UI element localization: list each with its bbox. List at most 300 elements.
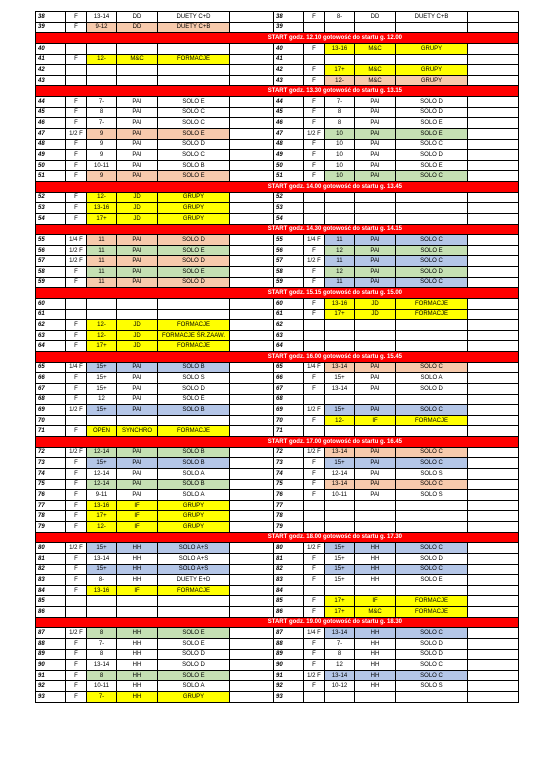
left-category-cell: HH: [117, 670, 158, 681]
right-program-cell: SOLO D: [396, 383, 468, 394]
table-row: [36, 320, 519, 331]
table-row: [36, 373, 519, 384]
left-empty-cell: [230, 245, 274, 256]
right-program-cell: SOLO D: [396, 553, 468, 564]
left-program-cell: SOLO E: [158, 97, 230, 108]
table-row: [36, 97, 519, 108]
left-number-cell: 93: [36, 692, 66, 703]
table-row: [36, 362, 519, 373]
left-group-cell: F: [66, 553, 87, 564]
left-program-cell: SOLO B: [158, 160, 230, 171]
right-empty-cell: [468, 12, 519, 23]
left-group-cell: 1/2 F: [66, 405, 87, 416]
right-group-cell: F: [304, 107, 325, 118]
right-group-cell: 1/2 F: [304, 447, 325, 458]
right-number-cell: 59: [274, 277, 304, 288]
table-row: [36, 511, 519, 522]
left-group-cell: F: [66, 575, 87, 586]
right-category-cell: PAI: [355, 277, 396, 288]
table-row: [36, 12, 519, 23]
right-group-cell: F: [304, 160, 325, 171]
right-category-cell: PAI: [355, 256, 396, 267]
right-category-cell: HH: [355, 649, 396, 660]
left-category-cell: PAI: [117, 128, 158, 139]
left-number-cell: 78: [36, 511, 66, 522]
right-number-cell: 77: [274, 500, 304, 511]
right-number-cell: 62: [274, 320, 304, 331]
right-group-cell: F: [304, 245, 325, 256]
right-group-cell: [304, 500, 325, 511]
right-group-cell: [304, 320, 325, 331]
right-number-cell: 82: [274, 564, 304, 575]
left-empty-cell: [230, 479, 274, 490]
right-number-cell: 38: [274, 12, 304, 23]
right-number-cell: 57: [274, 256, 304, 267]
left-empty-cell: [230, 500, 274, 511]
start-time-banner: [36, 33, 519, 44]
left-category-cell: HH: [117, 681, 158, 692]
left-number-cell: 88: [36, 638, 66, 649]
right-category-cell: PAI: [355, 139, 396, 150]
left-number-cell: 86: [36, 607, 66, 618]
right-category-cell: [355, 522, 396, 533]
left-number-cell: 80: [36, 543, 66, 554]
left-number-cell: 58: [36, 267, 66, 278]
left-number-cell: 45: [36, 107, 66, 118]
right-number-cell: 73: [274, 458, 304, 469]
left-program-cell: DUETY E+D: [158, 575, 230, 586]
right-category-cell: PAI: [355, 479, 396, 490]
left-number-cell: 46: [36, 118, 66, 129]
left-age-cell: 11: [87, 245, 117, 256]
right-program-cell: GRUPY: [396, 75, 468, 86]
left-age-cell: 11: [87, 235, 117, 246]
left-group-cell: F: [66, 97, 87, 108]
right-number-cell: 42: [274, 65, 304, 76]
left-program-cell: SOLO E: [158, 171, 230, 182]
left-group-cell: F: [66, 22, 87, 33]
left-program-cell: SOLO E: [158, 394, 230, 405]
right-program-cell: FORMACJE: [396, 596, 468, 607]
right-empty-cell: [468, 490, 519, 501]
left-program-cell: SOLO E: [158, 628, 230, 639]
right-empty-cell: [468, 670, 519, 681]
right-empty-cell: [468, 213, 519, 224]
left-empty-cell: [230, 362, 274, 373]
right-category-cell: PAI: [355, 490, 396, 501]
left-program-cell: [158, 298, 230, 309]
start-time-banner: [36, 617, 519, 628]
right-empty-cell: [468, 150, 519, 161]
right-age-cell: [325, 203, 355, 214]
left-group-cell: F: [66, 522, 87, 533]
table-row: [36, 681, 519, 692]
table-row: [36, 267, 519, 278]
right-age-cell: 17+: [325, 607, 355, 618]
right-category-cell: [355, 54, 396, 65]
left-empty-cell: [230, 22, 274, 33]
right-program-cell: SOLO C: [396, 458, 468, 469]
right-number-cell: 53: [274, 203, 304, 214]
right-group-cell: F: [304, 277, 325, 288]
left-group-cell: F: [66, 660, 87, 671]
right-empty-cell: [468, 511, 519, 522]
right-category-cell: JD: [355, 309, 396, 320]
right-age-cell: 13-14: [325, 447, 355, 458]
right-number-cell: 45: [274, 107, 304, 118]
right-number-cell: 64: [274, 341, 304, 352]
right-age-cell: 10: [325, 139, 355, 150]
left-category-cell: HH: [117, 660, 158, 671]
right-program-cell: SOLO C: [396, 564, 468, 575]
left-category-cell: PAI: [117, 394, 158, 405]
right-empty-cell: [468, 256, 519, 267]
right-empty-cell: [468, 54, 519, 65]
right-number-cell: 54: [274, 213, 304, 224]
left-category-cell: PAI: [117, 171, 158, 182]
right-age-cell: 11: [325, 256, 355, 267]
right-empty-cell: [468, 267, 519, 278]
right-group-cell: 1/2 F: [304, 543, 325, 554]
left-program-cell: SOLO A: [158, 490, 230, 501]
right-age-cell: 15+: [325, 458, 355, 469]
right-category-cell: [355, 203, 396, 214]
left-group-cell: [66, 607, 87, 618]
left-program-cell: GRUPY: [158, 500, 230, 511]
right-group-cell: 1/2 F: [304, 670, 325, 681]
left-empty-cell: [230, 394, 274, 405]
right-category-cell: PAI: [355, 160, 396, 171]
right-empty-cell: [468, 575, 519, 586]
right-group-cell: [304, 22, 325, 33]
start-time-banner: [36, 182, 519, 193]
left-program-cell: SOLO A+S: [158, 543, 230, 554]
right-age-cell: [325, 330, 355, 341]
right-number-cell: 41: [274, 54, 304, 65]
right-empty-cell: [468, 479, 519, 490]
right-program-cell: [396, 213, 468, 224]
right-group-cell: F: [304, 415, 325, 426]
right-program-cell: [396, 692, 468, 703]
left-age-cell: 12-14: [87, 447, 117, 458]
left-program-cell: SOLO C: [158, 150, 230, 161]
right-group-cell: F: [304, 118, 325, 129]
left-age-cell: 12-: [87, 54, 117, 65]
right-age-cell: [325, 500, 355, 511]
right-category-cell: [355, 213, 396, 224]
left-program-cell: [158, 75, 230, 86]
left-age-cell: OPEN: [87, 426, 117, 437]
right-age-cell: 13-14: [325, 479, 355, 490]
left-number-cell: 81: [36, 553, 66, 564]
right-empty-cell: [468, 447, 519, 458]
left-empty-cell: [230, 128, 274, 139]
left-category-cell: PAI: [117, 458, 158, 469]
right-group-cell: [304, 213, 325, 224]
right-program-cell: SOLO C: [396, 362, 468, 373]
right-number-cell: 48: [274, 139, 304, 150]
right-number-cell: 69: [274, 405, 304, 416]
right-program-cell: [396, 522, 468, 533]
right-number-cell: 49: [274, 150, 304, 161]
left-program-cell: SOLO S: [158, 373, 230, 384]
left-age-cell: 7-: [87, 692, 117, 703]
right-empty-cell: [468, 638, 519, 649]
table-row: [36, 383, 519, 394]
right-empty-cell: [468, 607, 519, 618]
left-program-cell: SOLO D: [158, 649, 230, 660]
table-row: [36, 171, 519, 182]
right-program-cell: SOLO S: [396, 490, 468, 501]
right-empty-cell: [468, 585, 519, 596]
left-number-cell: 49: [36, 150, 66, 161]
left-age-cell: 13-16: [87, 500, 117, 511]
left-empty-cell: [230, 649, 274, 660]
left-category-cell: JD: [117, 330, 158, 341]
right-age-cell: 13-16: [325, 298, 355, 309]
left-number-cell: 52: [36, 192, 66, 203]
left-category-cell: PAI: [117, 235, 158, 246]
right-program-cell: SOLO D: [396, 107, 468, 118]
left-group-cell: 1/2 F: [66, 628, 87, 639]
right-program-cell: SOLO E: [396, 128, 468, 139]
left-age-cell: 12: [87, 394, 117, 405]
left-group-cell: F: [66, 511, 87, 522]
left-empty-cell: [230, 107, 274, 118]
right-age-cell: 17+: [325, 309, 355, 320]
left-program-cell: SOLO B: [158, 362, 230, 373]
right-group-cell: 1/2 F: [304, 405, 325, 416]
left-category-cell: IF: [117, 511, 158, 522]
left-empty-cell: [230, 447, 274, 458]
right-group-cell: F: [304, 553, 325, 564]
left-group-cell: F: [66, 107, 87, 118]
left-category-cell: PAI: [117, 383, 158, 394]
right-age-cell: [325, 54, 355, 65]
left-group-cell: F: [66, 394, 87, 405]
right-group-cell: F: [304, 373, 325, 384]
left-empty-cell: [230, 522, 274, 533]
left-program-cell: [158, 309, 230, 320]
left-age-cell: 9: [87, 139, 117, 150]
left-empty-cell: [230, 596, 274, 607]
right-number-cell: 65: [274, 362, 304, 373]
right-number-cell: 88: [274, 638, 304, 649]
table-row: [36, 585, 519, 596]
right-empty-cell: [468, 596, 519, 607]
right-age-cell: 15+: [325, 543, 355, 554]
left-group-cell: F: [66, 192, 87, 203]
right-age-cell: 10: [325, 128, 355, 139]
table-row: [36, 522, 519, 533]
table-row: [36, 405, 519, 416]
left-age-cell: 17+: [87, 511, 117, 522]
banner-text: START godz. 19.00 gotowość do startu g. 18.30: [36, 617, 519, 628]
right-number-cell: 91: [274, 670, 304, 681]
left-group-cell: F: [66, 681, 87, 692]
right-category-cell: DD: [355, 12, 396, 23]
right-program-cell: GRUPY: [396, 65, 468, 76]
left-number-cell: 89: [36, 649, 66, 660]
left-empty-cell: [230, 426, 274, 437]
table-row: [36, 54, 519, 65]
right-category-cell: HH: [355, 575, 396, 586]
right-number-cell: 90: [274, 660, 304, 671]
left-empty-cell: [230, 150, 274, 161]
left-category-cell: IF: [117, 585, 158, 596]
right-empty-cell: [468, 235, 519, 246]
table-row: [36, 628, 519, 639]
right-group-cell: [304, 511, 325, 522]
right-group-cell: [304, 192, 325, 203]
left-program-cell: SOLO D: [158, 277, 230, 288]
left-category-cell: PAI: [117, 139, 158, 150]
left-category-cell: PAI: [117, 160, 158, 171]
right-group-cell: F: [304, 490, 325, 501]
right-number-cell: 92: [274, 681, 304, 692]
right-category-cell: [355, 692, 396, 703]
left-group-cell: F: [66, 139, 87, 150]
table-row: [36, 553, 519, 564]
left-empty-cell: [230, 607, 274, 618]
right-age-cell: [325, 394, 355, 405]
right-age-cell: 10: [325, 160, 355, 171]
table-row: [36, 692, 519, 703]
right-number-cell: 66: [274, 373, 304, 384]
right-age-cell: 15+: [325, 405, 355, 416]
right-age-cell: 12: [325, 267, 355, 278]
right-program-cell: SOLO D: [396, 267, 468, 278]
banner-text: START godz. 14.00 gotowość do startu g. 13.45: [36, 182, 519, 193]
table-row: [36, 649, 519, 660]
right-number-cell: 55: [274, 235, 304, 246]
left-age-cell: 13-14: [87, 553, 117, 564]
right-category-cell: PAI: [355, 383, 396, 394]
left-empty-cell: [230, 298, 274, 309]
right-age-cell: 15+: [325, 575, 355, 586]
right-empty-cell: [468, 160, 519, 171]
right-age-cell: [325, 341, 355, 352]
table-row: [36, 256, 519, 267]
right-age-cell: 13-14: [325, 362, 355, 373]
right-group-cell: F: [304, 458, 325, 469]
right-program-cell: FORMACJE: [396, 309, 468, 320]
left-number-cell: 70: [36, 415, 66, 426]
right-empty-cell: [468, 649, 519, 660]
left-number-cell: 62: [36, 320, 66, 331]
right-number-cell: 68: [274, 394, 304, 405]
right-group-cell: F: [304, 564, 325, 575]
left-program-cell: SOLO D: [158, 139, 230, 150]
left-empty-cell: [230, 309, 274, 320]
banner-text: START godz. 14.30 gotowość do startu g. 14.15: [36, 224, 519, 235]
left-number-cell: 56: [36, 245, 66, 256]
right-category-cell: [355, 394, 396, 405]
left-number-cell: 67: [36, 383, 66, 394]
table-row: [36, 65, 519, 76]
table-row: [36, 490, 519, 501]
right-empty-cell: [468, 22, 519, 33]
right-age-cell: 8: [325, 118, 355, 129]
right-group-cell: [304, 203, 325, 214]
table-row: [36, 670, 519, 681]
banner-text: START godz. 13.30 gotowość do startu g. 13.15: [36, 86, 519, 97]
left-age-cell: 8: [87, 649, 117, 660]
right-age-cell: 12-14: [325, 468, 355, 479]
table-row: [36, 128, 519, 139]
left-age-cell: 15+: [87, 458, 117, 469]
left-number-cell: 92: [36, 681, 66, 692]
left-empty-cell: [230, 511, 274, 522]
right-program-cell: SOLO C: [396, 660, 468, 671]
right-empty-cell: [468, 245, 519, 256]
right-category-cell: PAI: [355, 245, 396, 256]
right-program-cell: [396, 511, 468, 522]
table-row: [36, 245, 519, 256]
left-age-cell: 9: [87, 128, 117, 139]
right-empty-cell: [468, 681, 519, 692]
left-category-cell: [117, 65, 158, 76]
right-group-cell: F: [304, 607, 325, 618]
left-category-cell: HH: [117, 628, 158, 639]
left-program-cell: GRUPY: [158, 192, 230, 203]
table-row: [36, 447, 519, 458]
left-category-cell: SYNCHRO: [117, 426, 158, 437]
right-age-cell: 10-12: [325, 681, 355, 692]
left-program-cell: SOLO E: [158, 670, 230, 681]
right-number-cell: 93: [274, 692, 304, 703]
left-age-cell: 17+: [87, 213, 117, 224]
right-group-cell: 1/4 F: [304, 362, 325, 373]
table-row: [36, 118, 519, 129]
right-number-cell: 71: [274, 426, 304, 437]
left-program-cell: GRUPY: [158, 203, 230, 214]
right-category-cell: PAI: [355, 128, 396, 139]
right-age-cell: 15+: [325, 373, 355, 384]
left-number-cell: 69: [36, 405, 66, 416]
right-program-cell: [396, 203, 468, 214]
left-program-cell: SOLO A: [158, 468, 230, 479]
right-group-cell: F: [304, 596, 325, 607]
left-category-cell: HH: [117, 564, 158, 575]
table-row: [36, 341, 519, 352]
left-category-cell: PAI: [117, 107, 158, 118]
table-row: [36, 22, 519, 33]
left-empty-cell: [230, 638, 274, 649]
right-program-cell: SOLO C: [396, 171, 468, 182]
right-program-cell: SOLO C: [396, 235, 468, 246]
right-category-cell: PAI: [355, 468, 396, 479]
right-group-cell: [304, 522, 325, 533]
left-age-cell: 12-: [87, 192, 117, 203]
right-category-cell: M&C: [355, 65, 396, 76]
left-group-cell: F: [66, 277, 87, 288]
right-category-cell: [355, 511, 396, 522]
right-age-cell: 10: [325, 150, 355, 161]
right-empty-cell: [468, 107, 519, 118]
left-number-cell: 55: [36, 235, 66, 246]
left-number-cell: 48: [36, 139, 66, 150]
table-row: [36, 607, 519, 618]
right-category-cell: HH: [355, 564, 396, 575]
right-program-cell: FORMACJE: [396, 415, 468, 426]
right-empty-cell: [468, 128, 519, 139]
left-number-cell: 64: [36, 341, 66, 352]
left-number-cell: 83: [36, 575, 66, 586]
right-program-cell: SOLO C: [396, 543, 468, 554]
left-empty-cell: [230, 383, 274, 394]
left-program-cell: GRUPY: [158, 692, 230, 703]
